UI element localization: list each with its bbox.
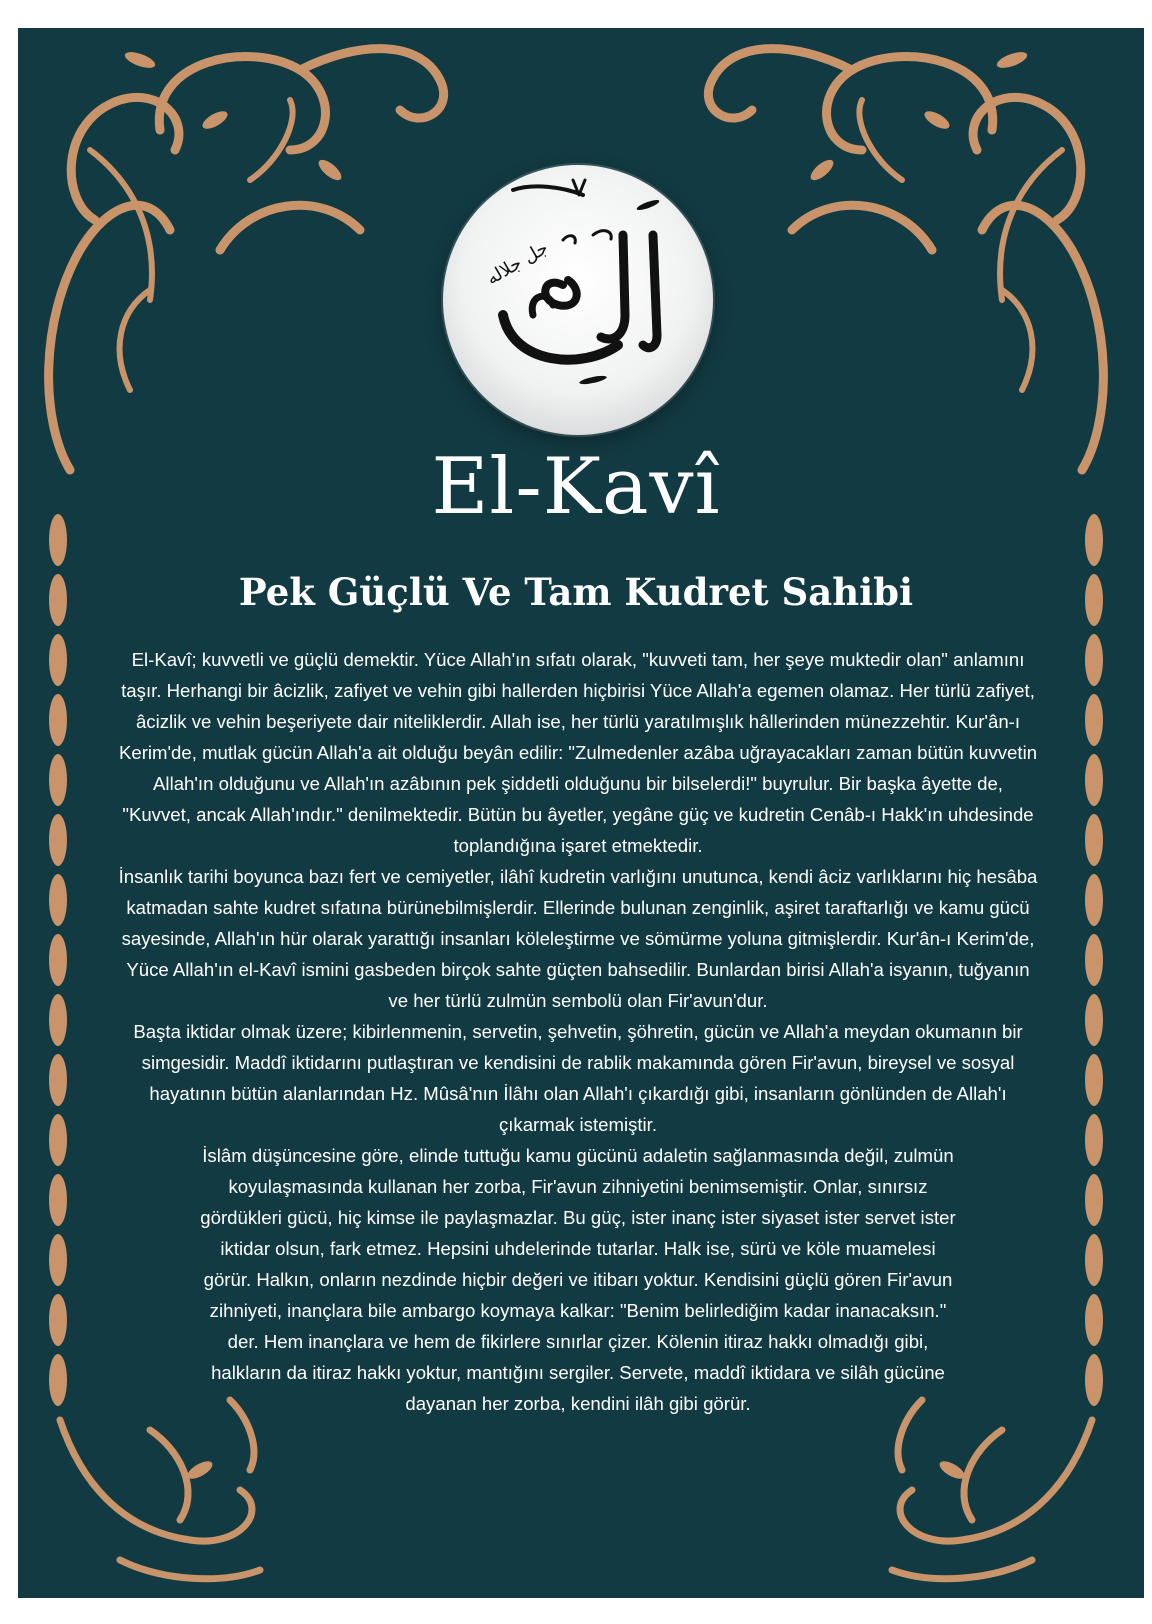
page-title: El-Kavî [431, 442, 721, 532]
paragraph-1: El-Kavî; kuvvetli ve güçlü demektir. Yüce Allah'ın sıfatı olarak, "kuvveti tam, her şeye muktedir olan" anlamını taşır. Herhangi bir âcizlik, zafiyet ve vehin gibi hallerden hiçbirisi Yüce Allah'a egemen olamaz. Her türlü zafiyet, âcizlik ve vehin beşeriyete dair niteliklerdir. Allah ise, her türlü yaratılmışlık hâllerinden münezzehtir. Kur'ân-ı Kerim'de, mutlak gücün Allah'a ait olduğu beyân edilir: "Zulmedenler azâba uğrayacakları zaman bütün kuvvetin Allah'ın olduğunu ve Allah'ın azâbının pek şiddetli olduğunu bir bilselerdi!" buyrulur. Bir başka âyette de, "Kuvvet, ancak Allah'ındır." denilmektedir. Bütün bu âyetler, yegâne güç ve kudretin Cenâb-ı Hakk'ın uhdesinde toplandığına işaret etmektedir. [118, 649, 1038, 856]
page-margin-left [0, 0, 18, 1624]
right-beaded-border [1085, 514, 1103, 1406]
paragraph-3: Başta iktidar olmak üzere; kibirlenmenin, servetin, şehvetin, şöhretin, gücün ve Allah'a meydan okumanın bir simgesidir. Maddî iktidarını putlaştıran ve kendisini de rablik makamında gören Fir'avun, bireysel ve sosyal hayatının bütün alanlarından Hz. Mûsâ'nın İlâhı olan Allah'ı çıkardığı gibi, insanların gönlünden de Allah'ı çıkarmak istemiştir. [133, 1021, 1023, 1135]
paragraph-4: İslâm düşüncesine göre, elinde tuttuğu kamu gücünü adaletin sağlanmasında değil, zulmün koyulaşmasında kullanan her zorba, Fir'avun zihniyetini benimsemiştir. Onlar, sınırsız gördükleri gücü, hiç kimse ile paylaşmazlar. Bu güç, ister inanç ister siyaset ister servet ister iktidar olsun, fark etmez. Hepsini uhdelerinde tutarlar. Halk ise, sürü ve köle muamelesi görür. Halkın, onların nezdinde hiçbir değeri ve itibarı yoktur. Kendisini güçlü gören Fir'avun zihniyeti, inançlara bile ambargo koymaya kalkar: "Benim belirlediğim kadar inanacaksın." der. Hem inançlara ve hem de fikirlere sınırlar çizer. Kölenin itiraz hakkı olmadığı gibi, halkların da itiraz hakkı yoktur, mantığını sergiler. Servete, maddî iktidara ve silâh gücüne dayanan her zorba, kendini ilâh gibi görür. [200, 1145, 956, 1414]
corner-ornament-top-left [49, 49, 444, 470]
corner-ornament-bottom-left [60, 1400, 260, 1579]
svg-text:جل جلاله: جل جلاله [483, 237, 552, 290]
left-beaded-border [49, 514, 67, 1406]
page-margin-right [1144, 0, 1152, 1624]
calligraphy-medallion [443, 165, 713, 435]
page-margin-bottom [0, 1598, 1152, 1624]
page-subtitle: Pek Güçlü Ve Tam Kudret Sahibi [238, 570, 914, 614]
calligraphy-image [443, 165, 713, 435]
paragraph-2: İnsanlık tarihi boyunca bazı fert ve cemiyetler, ilâhî kudretin varlığını unutunca, kendi âciz varlıklarını hiç hesâba katmadan sahte kudret sıfatına bürünebilmişlerdir. Ellerinde bulunan zenginlik, aşiret taraftarlığı ve kamu gücü sayesinde, Allah'ın hür olarak yarattığı insanları köleleştirme ve sömürme yoluna gitmişlerdir. Kur'ân-ı Kerim'de, Yüce Allah'ın el-Kavî ismini gasbeden birçok sahte güçten bahsedilir. Bunlardan birisi Allah'a isyanın, tuğyanın ve her türlü zulmün sembolü olan Fir'avun'dur. [118, 866, 1038, 1011]
corner-ornament-top-right [708, 49, 1103, 470]
corner-ornament-bottom-right [892, 1400, 1092, 1579]
page-margin-top [0, 0, 1152, 28]
body-text [118, 644, 1038, 1419]
